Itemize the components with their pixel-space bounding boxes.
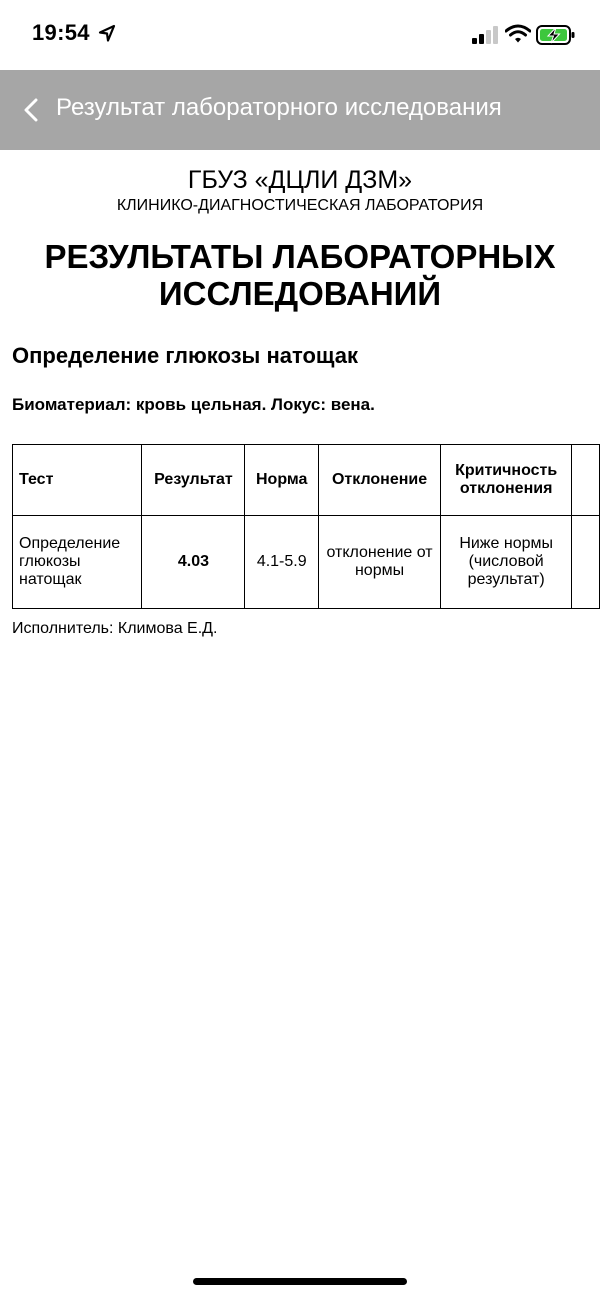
status-time: 19:54 <box>32 20 90 45</box>
cell-result: 4.03 <box>142 516 245 609</box>
header-deviation: Отклонение <box>319 445 441 516</box>
cellular-signal-icon <box>472 26 500 44</box>
header-extra-column <box>572 445 600 516</box>
header-criticality: Критичность отклонения <box>441 445 572 516</box>
organization-name: ГБУЗ «ДЦЛИ ДЗМ» <box>187 166 413 194</box>
header-result: Результат <box>142 445 245 516</box>
laboratory-name: КЛИНИКО-ДИАГНОСТИЧЕСКАЯ ЛАБОРАТОРИЯ <box>116 197 484 214</box>
biomaterial-info: Биоматериал: кровь цельная. Локус: вена. <box>12 395 375 414</box>
chevron-left-icon <box>22 98 40 122</box>
location-arrow-icon <box>98 24 116 42</box>
home-indicator[interactable] <box>193 1278 407 1285</box>
header-test: Тест <box>13 445 142 516</box>
nav-bar <box>0 70 600 150</box>
table-row <box>13 516 600 609</box>
battery-charging-icon <box>536 24 576 46</box>
cell-extra <box>572 516 600 609</box>
lab-report-document <box>0 150 600 637</box>
header-norm: Норма <box>245 445 319 516</box>
back-button[interactable] <box>14 90 50 130</box>
test-title: Определение глюкозы натощак <box>12 343 358 368</box>
table-header-row <box>13 445 600 516</box>
status-bar <box>0 0 600 70</box>
results-table <box>12 444 600 609</box>
wifi-icon <box>505 24 531 44</box>
cell-deviation: отклонение от нормы <box>319 516 441 609</box>
cell-test: Определение глюкозы натощак <box>13 516 142 609</box>
nav-title: Результат лабораторного исследования <box>56 94 502 121</box>
cell-criticality: Ниже нормы (числовой результат) <box>441 516 572 609</box>
cell-norm: 4.1-5.9 <box>245 516 319 609</box>
report-title: РЕЗУЛЬТАТЫ ЛАБОРАТОРНЫХ ИССЛЕДОВАНИЙ <box>44 238 556 312</box>
executor-info: Исполнитель: Климова Е.Д. <box>12 620 218 637</box>
